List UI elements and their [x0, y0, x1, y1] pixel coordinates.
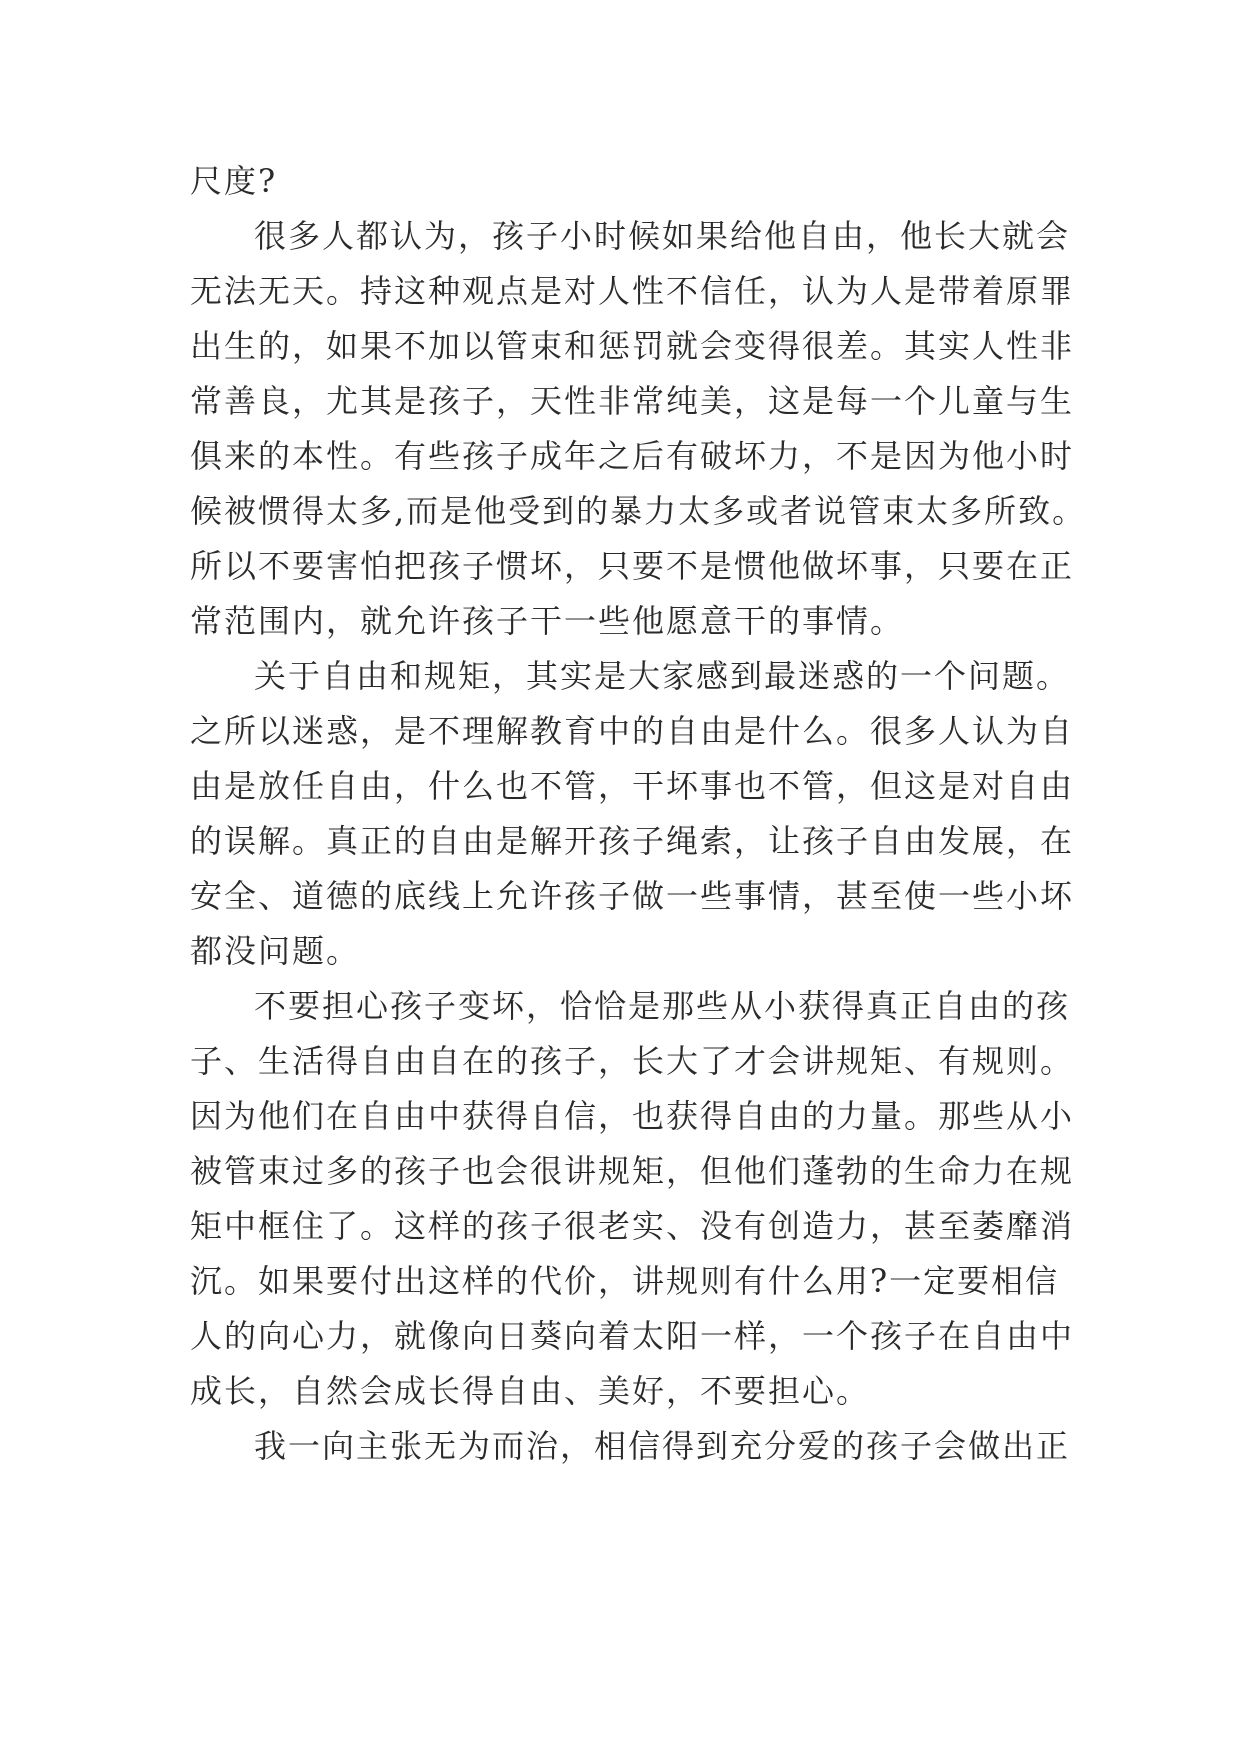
text-line: 之所以迷惑，是不理解教育中的自由是什么。很多人认为自	[190, 712, 1075, 750]
text-line: 候被惯得太多,而是他受到的暴力太多或者说管束太多所致。	[190, 492, 1087, 530]
text-line: 子、生活得自由自在的孩子，长大了才会讲规矩、有规则。	[190, 1042, 1075, 1080]
paragraph-first-line: 我一向主张无为而治，相信得到充分爱的孩子会做出正	[254, 1427, 1071, 1465]
text-line: 无法无天。持这种观点是对人性不信任，认为人是带着原罪	[190, 272, 1075, 310]
text-line: 出生的，如果不加以管束和惩罚就会变得很差。其实人性非	[190, 327, 1075, 365]
paragraph-first-line: 不要担心孩子变坏，恰恰是那些从小获得真正自由的孩	[254, 987, 1071, 1025]
text-line: 沉。如果要付出这样的代价，讲规则有什么用?一定要相信	[190, 1262, 1060, 1300]
paragraph-first-line: 关于自由和规矩，其实是大家感到最迷惑的一个问题。	[254, 657, 1071, 695]
text-line: 都没问题。	[190, 932, 361, 970]
text-line: 俱来的本性。有些孩子成年之后有破坏力，不是因为他小时	[190, 437, 1075, 475]
paragraph-first-line: 很多人都认为，孩子小时候如果给他自由，他长大就会	[254, 217, 1071, 255]
text-line: 被管束过多的孩子也会很讲规矩，但他们蓬勃的生命力在规	[190, 1152, 1075, 1190]
text-line: 由是放任自由，什么也不管，干坏事也不管，但这是对自由	[190, 767, 1075, 805]
text-line: 人的向心力，就像向日葵向着太阳一样，一个孩子在自由中	[190, 1317, 1075, 1355]
text-line: 常善良，尤其是孩子，天性非常纯美，这是每一个儿童与生	[190, 382, 1075, 420]
text-line: 常范围内，就允许孩子干一些他愿意干的事情。	[190, 602, 905, 640]
text-line: 安全、道德的底线上允许孩子做一些事情，甚至使一些小坏	[190, 877, 1075, 915]
text-line: 成长，自然会成长得自由、美好，不要担心。	[190, 1372, 871, 1410]
text-line: 的误解。真正的自由是解开孩子绳索，让孩子自由发展，在	[190, 822, 1075, 860]
text-line: 所以不要害怕把孩子惯坏，只要不是惯他做坏事，只要在正	[190, 547, 1075, 585]
text-line: 矩中框住了。这样的孩子很老实、没有创造力，甚至萎靡消	[190, 1207, 1075, 1245]
text-line: 因为他们在自由中获得自信，也获得自由的力量。那些从小	[190, 1097, 1075, 1135]
text-line: 尺度?	[190, 162, 278, 200]
